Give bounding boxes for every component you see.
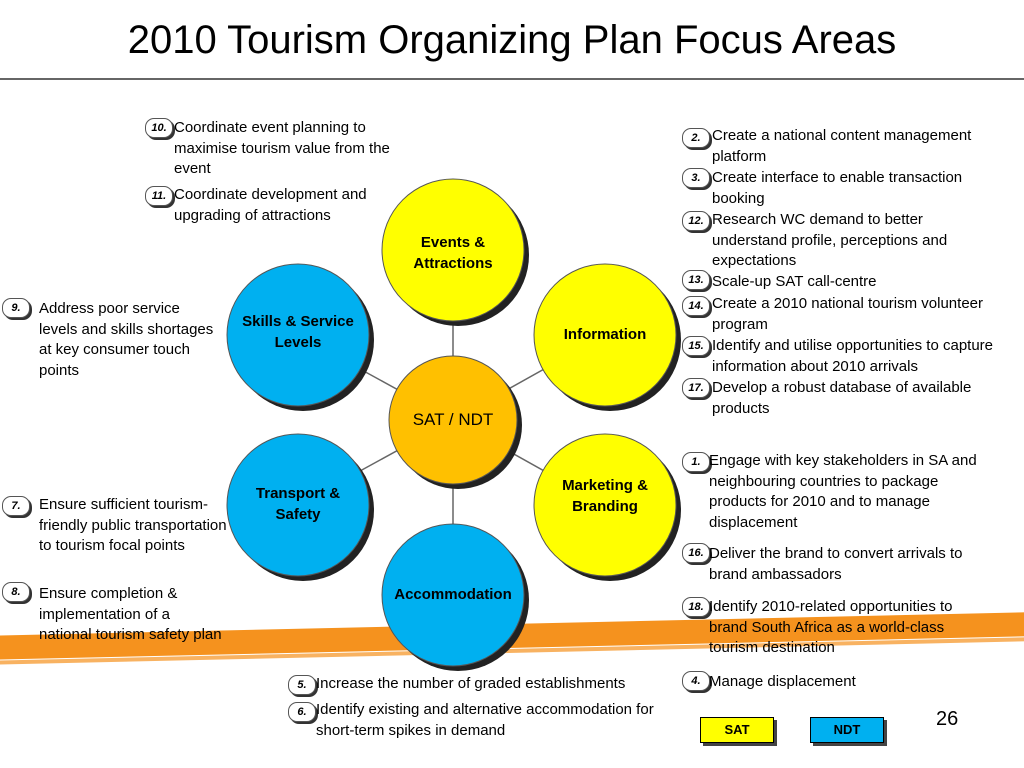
badge-12: 12. bbox=[682, 211, 710, 231]
item-16: Deliver the brand to convert arrivals to brand ambassadors bbox=[709, 545, 963, 583]
legend-sat: SAT bbox=[700, 717, 774, 743]
badge-7: 7. bbox=[2, 496, 30, 516]
label-marketing: Marketing & Branding bbox=[562, 477, 648, 515]
label-information: Information bbox=[563, 326, 647, 343]
badge-14: 14. bbox=[682, 296, 710, 316]
legend-ndt: NDT bbox=[810, 717, 884, 743]
item-5: Increase the number of graded establishments bbox=[316, 675, 626, 692]
badge-4: 4. bbox=[682, 671, 710, 691]
item-9: Address poor service levels and skills shortages at key consumer touch points bbox=[39, 300, 214, 379]
badge-9: 9. bbox=[2, 298, 30, 318]
item-2: Create a national content management platform bbox=[712, 127, 972, 165]
badge-16: 16. bbox=[682, 543, 710, 563]
badge-15: 15. bbox=[682, 336, 710, 356]
badge-5: 5. bbox=[288, 675, 316, 695]
badge-10: 10. bbox=[145, 118, 173, 138]
badge-11: 11. bbox=[145, 186, 173, 206]
label-transport: Transport & Safety bbox=[255, 485, 341, 523]
item-1: Engage with key stakeholders in SA and neighbouring countries to package products for 2010 and to manage displacement bbox=[709, 452, 977, 531]
item-13: Scale-up SAT call-centre bbox=[712, 273, 877, 290]
badge-2: 2. bbox=[682, 128, 710, 148]
item-7: Ensure sufficient tourism-friendly public transportation to tourism focal points bbox=[39, 496, 227, 554]
label-events: Events & Attractions bbox=[413, 234, 493, 272]
item-6: Identify existing and alternative accommodation for short-term spikes in demand bbox=[316, 701, 654, 739]
item-15: Identify and utilise opportunities to capture information about 2010 arrivals bbox=[712, 337, 994, 375]
badge-13: 13. bbox=[682, 270, 710, 290]
item-17: Develop a robust database of available products bbox=[712, 379, 972, 417]
badge-3: 3. bbox=[682, 168, 710, 188]
item-10: Coordinate event planning to maximise tourism value from the event bbox=[174, 119, 390, 177]
item-3: Create interface to enable transaction booking bbox=[712, 169, 963, 207]
item-12: Research WC demand to better understand profile, perceptions and expectations bbox=[712, 211, 948, 269]
label-center: SAT / NDT bbox=[412, 410, 494, 429]
label-accommodation: Accommodation bbox=[394, 586, 512, 603]
badge-17: 17. bbox=[682, 378, 710, 398]
item-8: Ensure completion & implementation of a national tourism safety plan bbox=[39, 585, 222, 643]
item-4: Manage displacement bbox=[709, 673, 856, 690]
item-14: Create a 2010 national tourism volunteer program bbox=[712, 295, 983, 333]
label-skills: Skills & Service Levels bbox=[242, 313, 354, 351]
page-number: 26 bbox=[936, 708, 959, 730]
badge-8: 8. bbox=[2, 582, 30, 602]
badge-6: 6. bbox=[288, 702, 316, 722]
badge-18: 18. bbox=[682, 597, 710, 617]
item-18: Identify 2010-related opportunities to brand South Africa as a world-class tourism destination bbox=[709, 598, 953, 656]
item-11: Coordinate development and upgrading of attractions bbox=[174, 186, 367, 224]
badge-1: 1. bbox=[682, 452, 710, 472]
slide-title: 2010 Tourism Organizing Plan Focus Areas bbox=[127, 18, 897, 62]
